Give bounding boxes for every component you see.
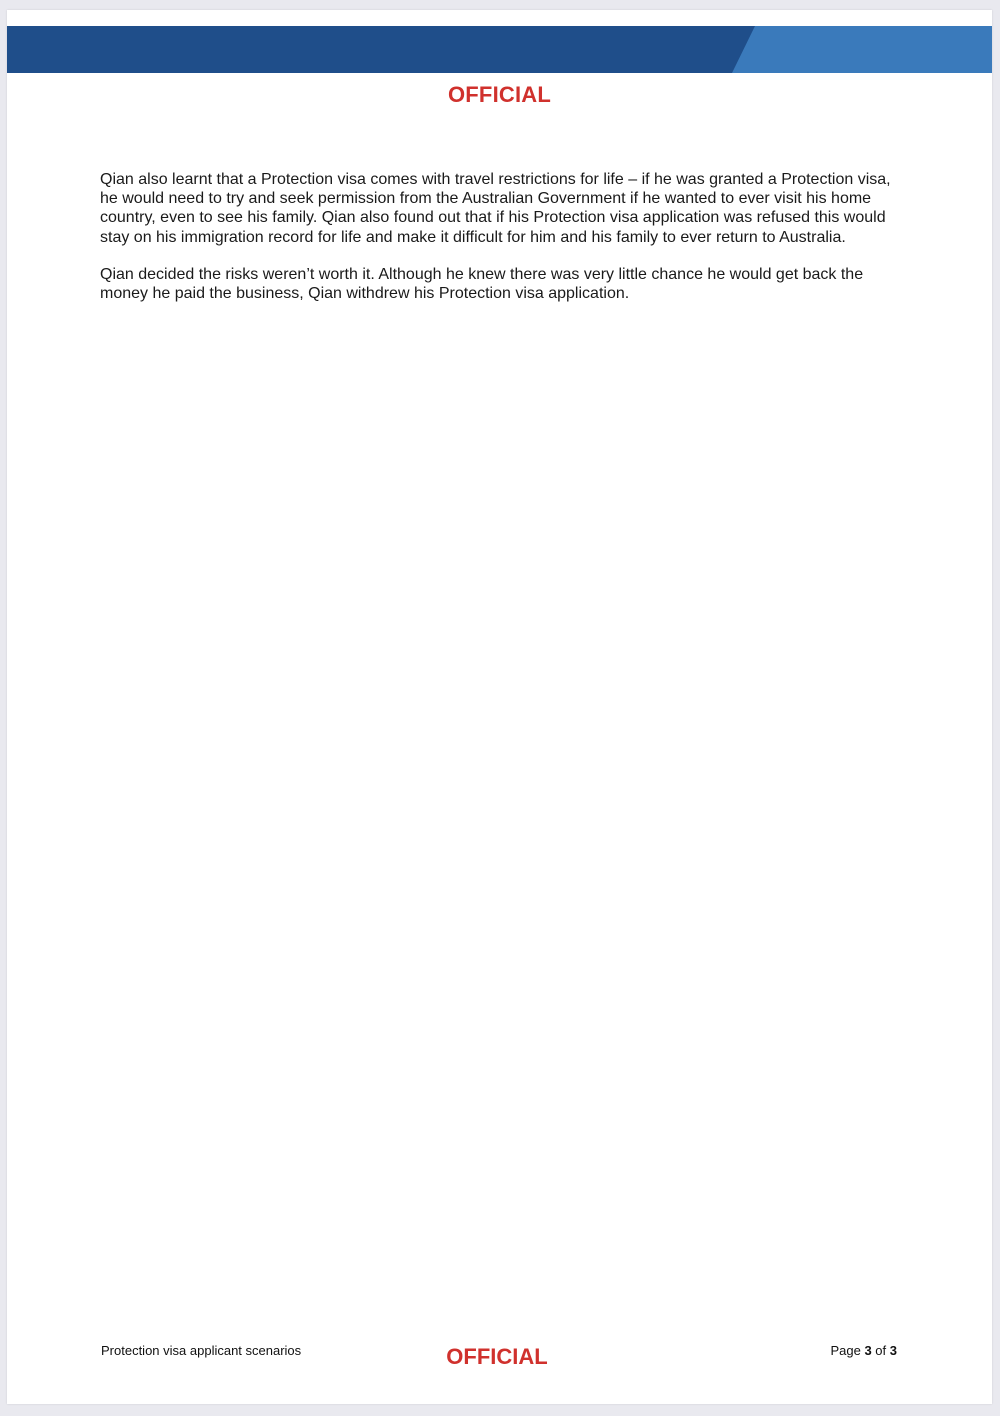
document-page	[7, 10, 992, 1404]
page-number-prefix: Page	[830, 1343, 865, 1358]
page-number-total: 3	[889, 1343, 897, 1358]
header-classification-label: OFFICIAL	[447, 82, 552, 107]
footer-document-title: Protection visa applicant scenarios	[101, 1343, 302, 1358]
header-banner	[7, 26, 992, 73]
footer-classification-label: OFFICIAL	[446, 1344, 548, 1369]
document-body	[100, 170, 900, 321]
page-footer	[7, 1340, 992, 1380]
body-paragraph: Qian decided the risks weren’t worth it. Although he knew there was very little chance he would get back the money he paid the business, Qian withdrew his Protection visa application.	[100, 265, 864, 303]
header-banner-graphic	[7, 26, 992, 73]
page-number-current: 3	[864, 1343, 872, 1358]
page-number	[830, 1343, 897, 1358]
banner-light-band	[732, 26, 992, 73]
body-paragraph: Qian also learnt that a Protection visa comes with travel restrictions for life – if he was granted a Protection visa, he would need to try and seek permission from the Australian Government if he wanted to ever visit his home country, even to see his family. Qian also found out that if his Protection visa application was refused this would stay on his immigration record for life and make it difficult for him and his family to ever return to Australia.	[100, 171, 891, 246]
page-number-of: of	[871, 1343, 890, 1358]
